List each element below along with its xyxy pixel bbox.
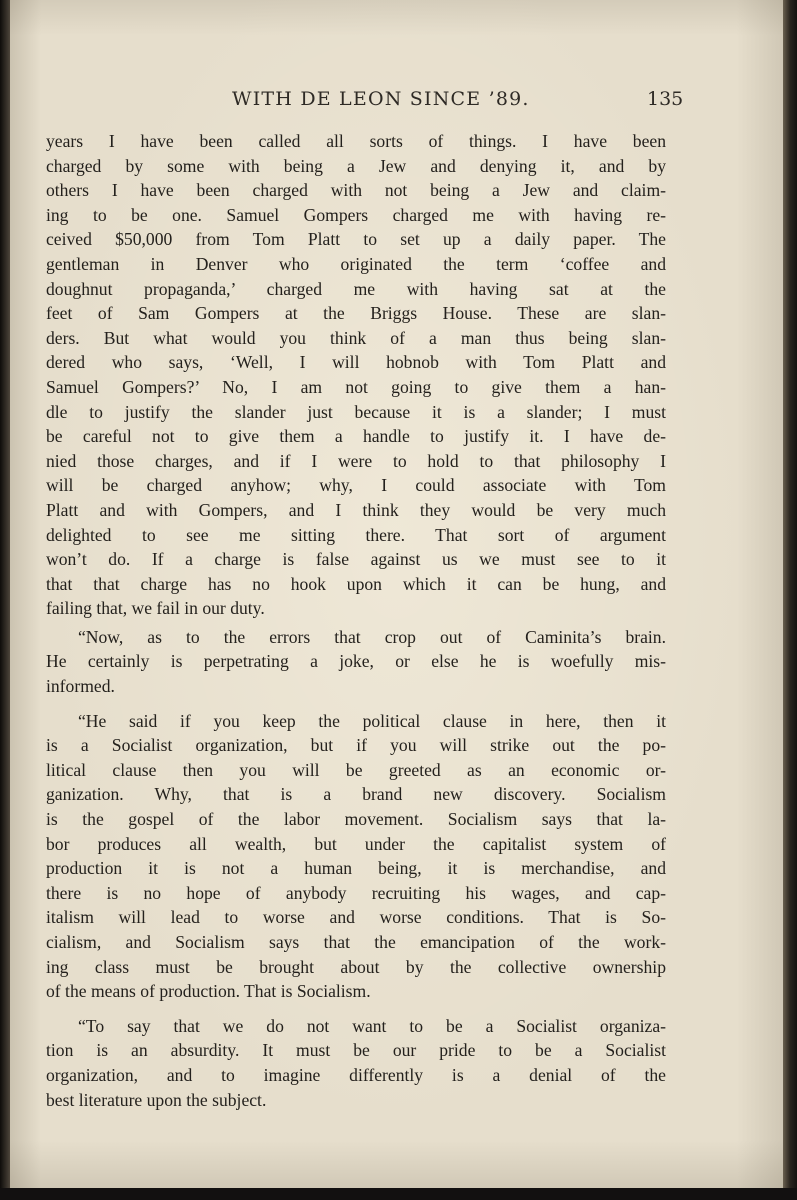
text-line: is a Socialist organization, but if you will strike out the po- xyxy=(46,735,666,756)
body-text xyxy=(46,129,666,1112)
text-line: cialism, and Socialism says that the emancipation of the work- xyxy=(46,932,666,952)
text-line: ders. But what would you think of a man thus being slan- xyxy=(46,327,666,348)
page-edge xyxy=(783,0,797,1200)
text-line: ing class must be brought about by the collective ownership xyxy=(46,956,666,977)
text-line: nied those charges, and if I were to hold to that philosophy I xyxy=(46,450,666,471)
text-line: “He said if you keep the political clause in here, then it xyxy=(78,710,666,731)
paragraph xyxy=(46,709,666,1004)
paragraph xyxy=(46,1014,666,1112)
text-line: delighted to see me sitting there. That sort of argument xyxy=(46,524,666,545)
text-line: years I have been called all sorts of things. I have been xyxy=(46,131,666,151)
text-line: tion is an absurdity. It must be our pride to be a Socialist xyxy=(46,1040,666,1061)
page-bottom-edge xyxy=(0,1188,797,1200)
paragraph xyxy=(46,129,666,621)
text-line: He certainly is perpetrating a joke, or else he is woefully mis- xyxy=(46,651,666,672)
text-line: “Now, as to the errors that crop out of Caminita’s brain. xyxy=(78,626,666,647)
text-line: is the gospel of the labor movement. Socialism says that la- xyxy=(46,809,666,830)
text-line: gentleman in Denver who originated the term ‘coffee and xyxy=(46,253,666,274)
paragraph-gap xyxy=(46,699,666,709)
text-line: won’t do. If a charge is false against us we must see to it xyxy=(46,549,666,570)
text-line: “To say that we do not want to be a Socialist organiza- xyxy=(78,1015,666,1036)
text-line: informed. xyxy=(46,676,115,697)
text-line: dle to justify the slander just because it is a slander; I must xyxy=(46,401,666,422)
text-line: best literature upon the subject. xyxy=(46,1089,267,1110)
text-line: of the means of production. That is Socialism. xyxy=(46,981,371,1002)
text-line: be careful not to give them a handle to justify it. I have de- xyxy=(46,426,666,447)
text-line: Platt and with Gompers, and I think they would be very much xyxy=(46,499,666,520)
text-line: ganization. Why, that is a brand new discovery. Socialism xyxy=(46,784,666,805)
running-title: WITH DE LEON SINCE ’89. xyxy=(232,88,530,110)
running-header xyxy=(0,88,797,118)
text-line: ceived $50,000 from Tom Platt to set up a daily paper. The xyxy=(46,229,666,250)
text-line: litical clause then you will be greeted as an economic or- xyxy=(46,759,666,780)
text-line: ing to be one. Samuel Gompers charged me with having re- xyxy=(46,204,666,225)
paragraph-gap xyxy=(46,1004,666,1014)
text-line: italism will lead to worse and worse conditions. That is So- xyxy=(46,907,666,928)
paragraph xyxy=(46,625,666,699)
text-line: bor produces all wealth, but under the capitalist system of xyxy=(46,833,666,854)
text-line: failing that, we fail in our duty. xyxy=(46,598,265,619)
text-line: Samuel Gompers?’ No, I am not going to give them a han- xyxy=(46,376,666,397)
text-line: that that charge has no hook upon which it can be hung, and xyxy=(46,573,666,594)
text-line: there is no hope of anybody recruiting his wages, and cap- xyxy=(46,882,666,903)
text-line: others I have been charged with not being a Jew and claim- xyxy=(46,180,666,201)
text-line: organization, and to imagine differently is a denial of the xyxy=(46,1064,666,1085)
text-line: will be charged anyhow; why, I could associate with Tom xyxy=(46,475,666,496)
text-line: feet of Sam Gompers at the Briggs House. These are slan- xyxy=(46,303,666,324)
page-number: 135 xyxy=(647,88,684,110)
text-line: dered who says, ‘Well, I will hobnob with Tom Platt and xyxy=(46,352,666,373)
text-line: charged by some with being a Jew and denying it, and by xyxy=(46,155,666,176)
text-line: production it is not a human being, it is merchandise, and xyxy=(46,858,666,879)
text-line: doughnut propaganda,’ charged me with having sat at the xyxy=(46,278,666,299)
